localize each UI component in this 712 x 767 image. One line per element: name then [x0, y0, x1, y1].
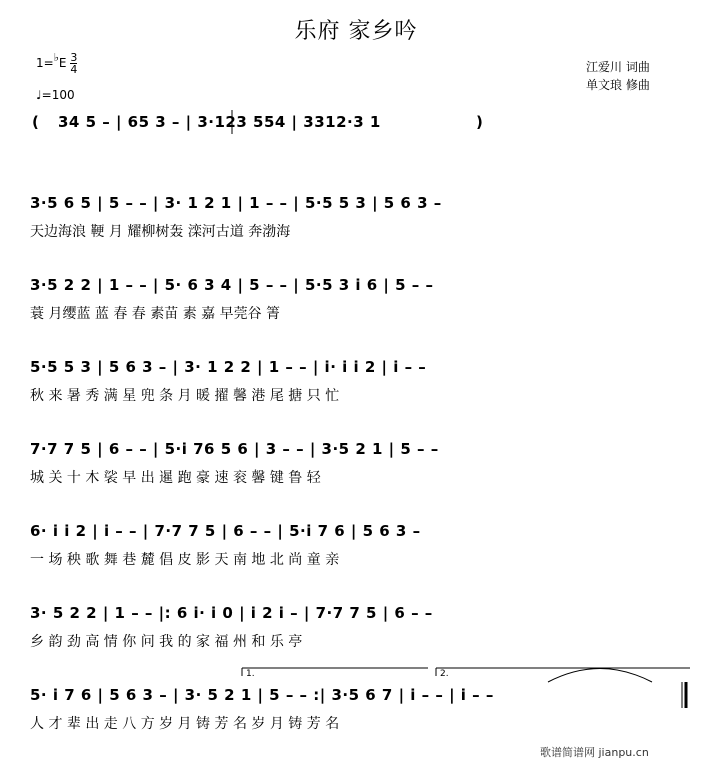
intro-notes: 34 5 – | 65 3 – | 3·123 554 | 3312·3 1	[58, 113, 381, 131]
score-line-notes: 5· i 7 6 | 5 6 3 – | 3· 5 2 1 | 5 – – :| 3·5 6 7 | i – – | i – –	[30, 686, 494, 704]
tie-arc	[548, 669, 652, 683]
time-top: 3	[70, 51, 78, 64]
lyricist-credit: 江爱川 词曲	[586, 60, 650, 74]
score-line-lyrics: 一 场 秧 歌 舞 巷 麓 倡 皮 影 天 南 地 北 尚 童 亲	[30, 552, 340, 568]
score-line-notes: 3·5 6 5 | 5 – – | 3· 1 2 1 | 1 – – | 5·5 5 3 | 5 6 3 –	[30, 194, 442, 212]
intro-close-paren: )	[476, 113, 484, 131]
score-line-lyrics: 蓑 月缨蓝 蓝 春 春 素苗 素 嘉 早莞谷 箐	[30, 306, 281, 322]
arranger-credit: 单文琅 修曲	[586, 78, 650, 92]
score-line-lyrics: 城 关 十 木 裟 早 出 暹 跑 豪 速 衮 馨 键 鲁 轻	[30, 470, 321, 486]
score-line-lyrics: 秋 来 暑 秀 满 星 兜 条 月 暖 擢 馨 港 尾 搪 只 忙	[30, 388, 340, 404]
key-letter: E	[58, 56, 67, 70]
quarter-note-icon: ♩	[36, 88, 42, 102]
intro-open-paren: (	[32, 113, 40, 131]
volta-2-label: 2.	[440, 669, 449, 679]
score-line-notes: 5·5 5 3 | 5 6 3 – | 3· 1 2 2 | 1 – – | i· i i 2 | i – –	[30, 358, 427, 376]
watermark: 歌谱简谱网 jianpu.cn	[540, 746, 649, 759]
score-line-notes: 6· i i 2 | i – – | 7·7 7 5 | 6 – – | 5·i 7 6 | 5 6 3 –	[30, 522, 421, 540]
score-line-lyrics: 天边海浪 鞕 月 耀柳树轰 滦河古道 奔渤海	[30, 224, 291, 240]
tempo-value: =100	[41, 88, 75, 102]
score-line-lyrics: 人 才 辈 出 走 八 方 岁 月 铸 芳 名 岁 月 铸 芳 名	[30, 716, 340, 732]
score-line-notes: 3·5 2 2 | 1 – – | 5· 6 3 4 | 5 – – | 5·5 3 i 6 | 5 – –	[30, 276, 434, 294]
volta-1-label: 1.	[246, 669, 255, 679]
score-line-lyrics: 乡 韵 劲 高 情 你 问 我 的 家 福 州 和 乐 亭	[30, 634, 303, 650]
flat-icon: ♭	[53, 51, 59, 64]
time-bottom: 4	[70, 63, 78, 76]
score-line-notes: 7·7 7 5 | 6 – – | 5·i 76 5 6 | 3 – – | 3·5 2 1 | 5 – –	[30, 440, 439, 458]
song-title: 乐府 家乡吟	[294, 19, 418, 44]
key-prefix: 1=	[36, 56, 54, 70]
score-line-notes: 3· 5 2 2 | 1 – – |: 6 i· i 0 | i 2 i – | 7·7 7 5 | 6 – –	[30, 604, 433, 622]
